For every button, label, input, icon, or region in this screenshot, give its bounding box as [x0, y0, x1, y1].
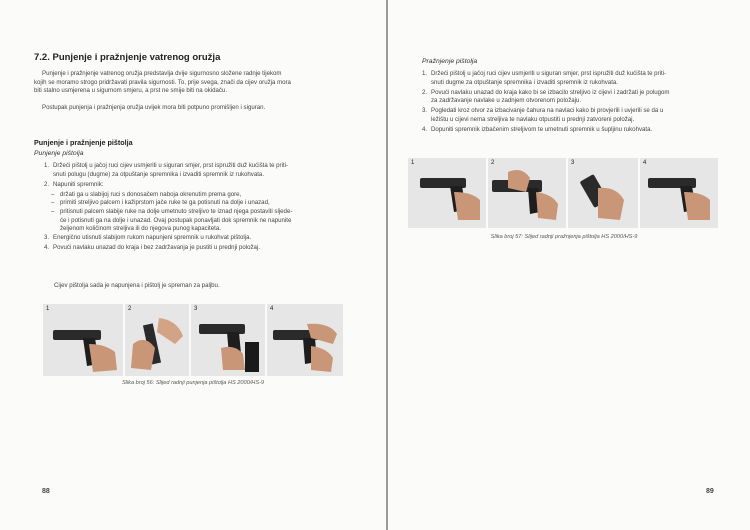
list-item-number: – [51, 207, 55, 215]
right-page [388, 0, 750, 530]
unloading-photo-strip [408, 158, 718, 228]
list-item-text: Povući navlaku unazad do kraja i bez zadržavanja je pustiti u prednji položaj. [53, 243, 260, 251]
list-item-number: 2. [422, 88, 428, 96]
list-item [44, 162, 364, 179]
list-item-text: snuti dugme za otpuštanje spremnika i izvaditi spremnik iz rukohvata. [431, 78, 618, 86]
loading-photo-strip [43, 304, 343, 376]
list-item [44, 191, 364, 200]
closing-text: Cijev pištolja sada je napunjena i pištolj je spreman za paljbu. [54, 282, 220, 289]
list-item [422, 126, 732, 135]
list-item-text: držati ga u slabijoj ruci s donosačem naboja okrenutim prema gore, [60, 190, 242, 198]
list-item-text: Pogledati kroz otvor za izbacivanje čahura na navlaci kako bi provjerili i uvjerili se da u [431, 107, 664, 115]
list-item-text: će i potisnuti ga na dolje i unazad. Ovaj postupak ponavljati dok spremnik ne napunite [60, 216, 292, 224]
list-item-number: 3. [44, 233, 50, 241]
list-item [422, 89, 732, 106]
list-item-number: 4. [422, 126, 428, 134]
list-item-text: željenom količinom streljiva ili do njegova punog kapaciteta. [60, 225, 221, 233]
pistol-photo-illustration [568, 158, 638, 228]
list-item-text: Napuniti spremnik: [53, 180, 104, 188]
list-item-number: 4. [44, 243, 50, 251]
unloading-steps-list [422, 70, 732, 136]
list-item-text: snuti polugu (dugme) za otpuštanje spremnika i izvaditi spremnik iz rukohvata. [53, 170, 265, 178]
pistol-photo-illustration [408, 158, 486, 228]
page-number: 88 [42, 488, 50, 495]
list-item-text: za zadržavanje navlake u zadnjem otvorenom položaju. [431, 97, 582, 105]
list-item [44, 199, 364, 208]
list-item [422, 70, 732, 87]
list-item-number: – [51, 199, 55, 207]
list-item [44, 208, 364, 234]
list-item-text: ležištu u cijevi nema streljiva te navlaku otpustiti u prednji zatvoreni položaj. [431, 115, 635, 123]
pistol-photo-illustration [191, 304, 265, 376]
photo-frame: 2 [125, 304, 189, 376]
section-title: 7.2. Punjenje i pražnjenje vatrenog oružja [34, 52, 221, 63]
magazine-photo-illustration [125, 304, 189, 376]
list-item [44, 244, 364, 253]
list-item-text: primiti streljivo palcem i kažiprstom jače ruke te ga potisnuti na dolje i unazad, [60, 199, 270, 207]
subsubheading: Punjenje pištolja [34, 150, 84, 157]
list-item-text: Dopuniti spremnik izbačenim streljivom te umetnuti spremnik u šupljinu rukohvata. [431, 126, 653, 134]
list-item-number: – [51, 190, 55, 198]
subheading: Punjenje i pražnjenje pištolja [34, 138, 133, 147]
figure-caption: Slika broj 57: Slijed radnji pražnjenja pištolja HS 2000/HS-9 [490, 234, 638, 240]
loading-steps-list [44, 162, 364, 254]
photo-frame: 1 [43, 304, 123, 376]
list-item-number: 1. [422, 70, 428, 77]
list-item [422, 107, 732, 124]
list-item-text: pritisnuti palcem slabije ruke na dolje umetnuto streljivo te iznad njega postaviti sljede- [60, 207, 293, 215]
photo-frame: 3 [191, 304, 265, 376]
pistol-photo-illustration [640, 158, 718, 228]
pistol-photo-illustration [43, 304, 123, 376]
photo-frame: 2 [488, 158, 566, 228]
photo-frame: 4 [267, 304, 343, 376]
pistol-photo-illustration [267, 304, 343, 376]
intro-paragraph-2: Postupak punjenja i pražnjenja oružja uvijek mora biti potpuno promišljen i siguran. [42, 104, 266, 111]
subsubheading: Pražnjenje pištolja [422, 58, 478, 65]
list-item-number: 3. [422, 107, 428, 115]
photo-frame: 4 [640, 158, 718, 228]
photo-frame: 1 [408, 158, 486, 228]
list-item-text: Držeći pištolj u jačoj ruci cijev usmjeriti u siguran smjer, prst ispružiti duž kućišta te priti- [53, 162, 289, 169]
list-item-text: Povući navlaku unazad do kraja kako bi se izbacilo streljivo iz cijevi i zadržati je polugom [431, 88, 670, 96]
page-number: 89 [706, 488, 714, 495]
list-item-text: Držeći pištolj u jačoj ruci cijev usmjeriti u siguran smjer, prst ispružiti duž kućišta te priti- [431, 70, 667, 77]
figure-caption: Slika broj 56: Slijed radnji punjenja pištolja HS 2000/HS-9 [121, 380, 265, 386]
list-item-number: 2. [44, 180, 50, 188]
pistol-photo-illustration [488, 158, 566, 228]
photo-frame: 3 [568, 158, 638, 228]
list-item [44, 234, 364, 243]
list-item-number: 1. [44, 162, 50, 169]
intro-paragraph: Punjenje i pražnjenje vatrenog oružja predstavlja dvije sigurnosno složene radnje tijekom kojih se moramo strogo pridržavati pravila sigurnosti. To, prije svega, znači da cijev oružja mora biti stalno usmjerena u sigurnom smjeru, a prst ne smije biti na okidaču. [34, 70, 291, 95]
list-item [44, 181, 364, 190]
list-item-text: Energično utisnuti slabijom rukom napunjeni spremnik u rukohvat pištolja. [53, 233, 252, 241]
